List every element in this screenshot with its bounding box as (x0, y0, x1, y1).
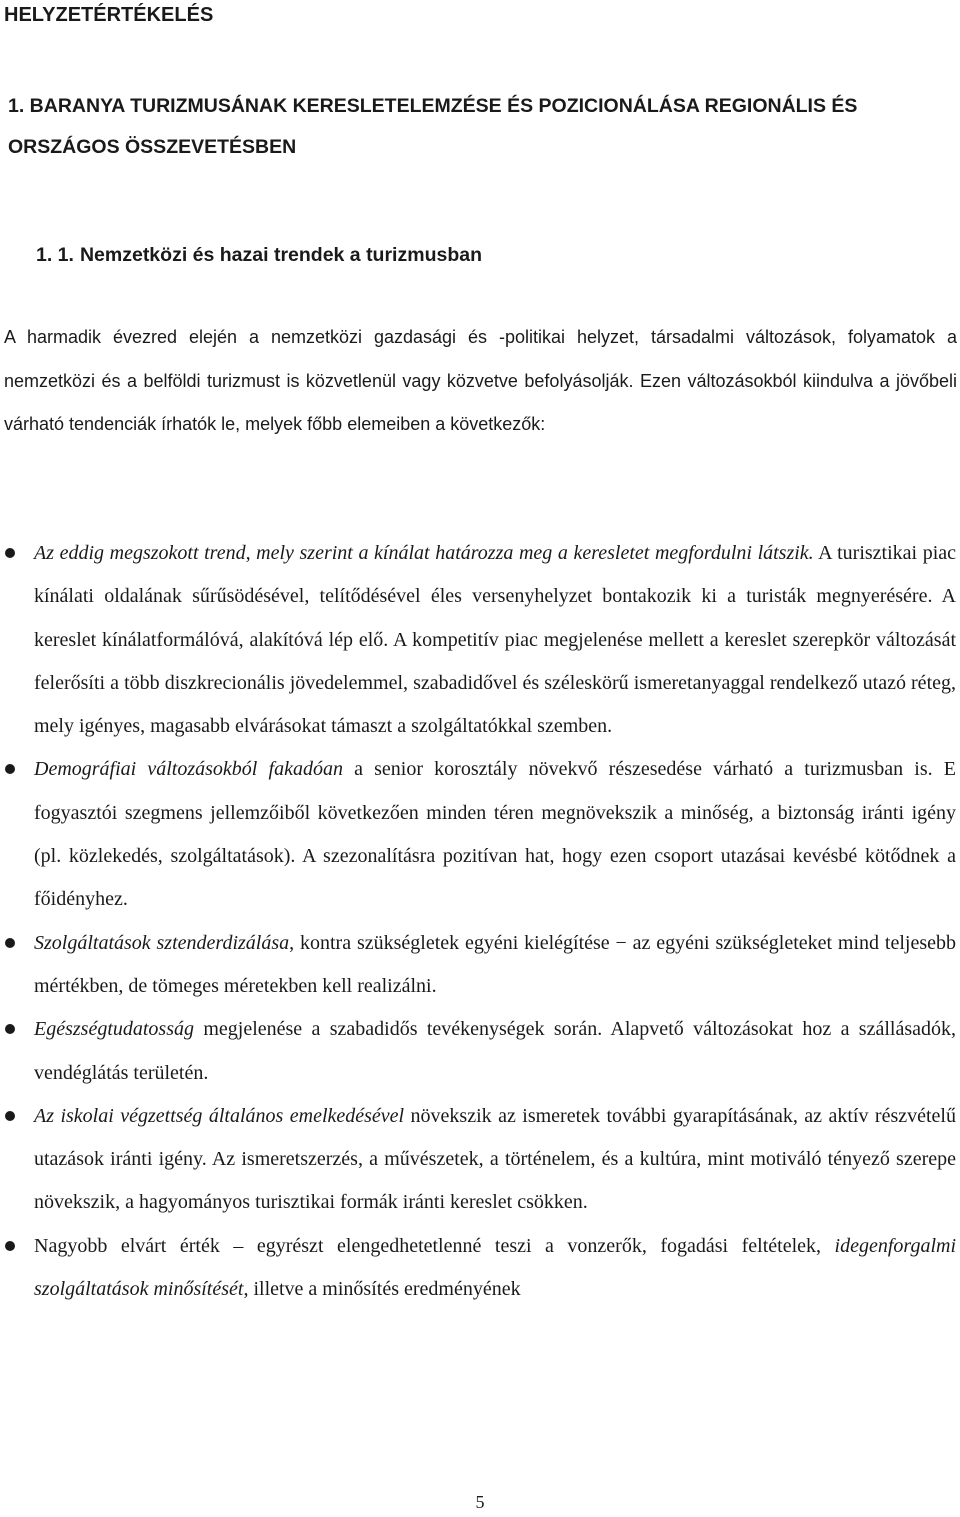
subsection-heading (36, 244, 482, 267)
list-item (0, 1008, 956, 1095)
bullet-icon (5, 548, 15, 558)
item-text: A turisztikai piac kínálati oldalának sűrűsödésével, telítődésével éles versenyhelyzet bontakozik ki a turisták megnyerésére. A kereslet kínálatformálóvá, alakítóvá lép elő. A kompetitív piac megjelenése mellett a kereslet szerepkör változását felerősíti a több diszkrecionális jövedelemmel, szabadidővel és széleskörű ismeretanyaggal rendelkező utazó réteg, mely igényes, magasabb elvárásokat támaszt a szolgáltatókkal szemben. (34, 542, 957, 738)
list-item (0, 748, 956, 921)
list-item (0, 1095, 956, 1225)
item-emphasis: Demográfiai változásokból fakadóan (34, 758, 343, 781)
bullet-icon (5, 938, 15, 948)
page-number: 5 (475, 1492, 485, 1512)
item-emphasis: Egészségtudatosság (34, 1018, 194, 1041)
list-item (0, 922, 956, 1009)
bullet-icon (5, 1111, 15, 1121)
bullet-icon (5, 1241, 15, 1251)
section-heading: 1. BARANYA TURIZMUSÁNAK KERESLETELEMZÉSE ÉS POZICIONÁLÁSA REGIONÁLIS ÉS ORSZÁGOS ÖSSZEVETÉSBEN (8, 95, 858, 158)
bullet-icon (5, 1024, 15, 1034)
subsection-title: Nemzetközi és hazai trendek a turizmusban (79, 244, 482, 266)
trend-list (0, 532, 960, 1311)
list-item (0, 532, 956, 748)
bullet-icon (5, 764, 15, 774)
item-emphasis: Az iskolai végzettség általános emelkedésével (34, 1104, 405, 1127)
item-text: növekszik az ismeretek további gyarapításának, az aktív részvételű utazások iránti igény. Az ismeretszerzés, a művészetek, a történelem, és a kultúra, mint motiváló tényező szerepe növekszik, a hagyományos turisztikai formák iránti kereslet csökken. (34, 1104, 956, 1214)
item-emphasis: Szolgáltatások sztenderdizálása (34, 931, 290, 954)
item-text: , kontra szükségletek egyéni kielégítése − az egyéni szükségleteket mind teljesebb mértékben, de tömeges méretekben kell realizálni. (34, 931, 956, 997)
item-emphasis: Az eddig megszokott trend, mely szerint a kínálat határozza meg a keresletet megfordulni látszik. (34, 542, 814, 564)
item-emphasis: idegenforgalmi szolgáltatások minősítését (34, 1234, 956, 1301)
intro-paragraph: A harmadik évezred elején a nemzetközi gazdasági és -politikai helyzet, társadalmi változások, folyamatok a nemzetközi és a belföldi turizmust is közvetlenül vagy közvetve befolyásolják. Ezen változásokból kiindulva a jövőbeli várható tendenciák írhatók le, melyek főbb elemeiben a következők: (4, 327, 957, 434)
item-text-prefix: Nagyobb elvárt érték – egyrészt elengedhetetlenné teszi a vonzerők, fogadási feltételek, (34, 1234, 835, 1257)
item-text: a senior korosztály növekvő részesedése várható a turizmusban is. E fogyasztói szegmens jellemzőiből következően minden téren megnövekszik a minőség, a biztonság iránti igény (pl. közlekedés, szolgáltatások). A szezonalításra pozitívan hat, hogy ezen csoport utazásai kevésbé kötődnek a főidényhez. (34, 758, 956, 911)
item-text: megjelenése a szabadidős tevékenységek során. Alapvető változásokat hoz a szállásadók, vendéglátás területén. (34, 1018, 956, 1084)
item-text: , illetve a minősítés eredményének (243, 1278, 521, 1301)
list-item (0, 1225, 956, 1312)
subsection-number: 1. 1. (36, 244, 74, 266)
page-title: HELYZETÉRTÉKELÉS (4, 4, 214, 26)
